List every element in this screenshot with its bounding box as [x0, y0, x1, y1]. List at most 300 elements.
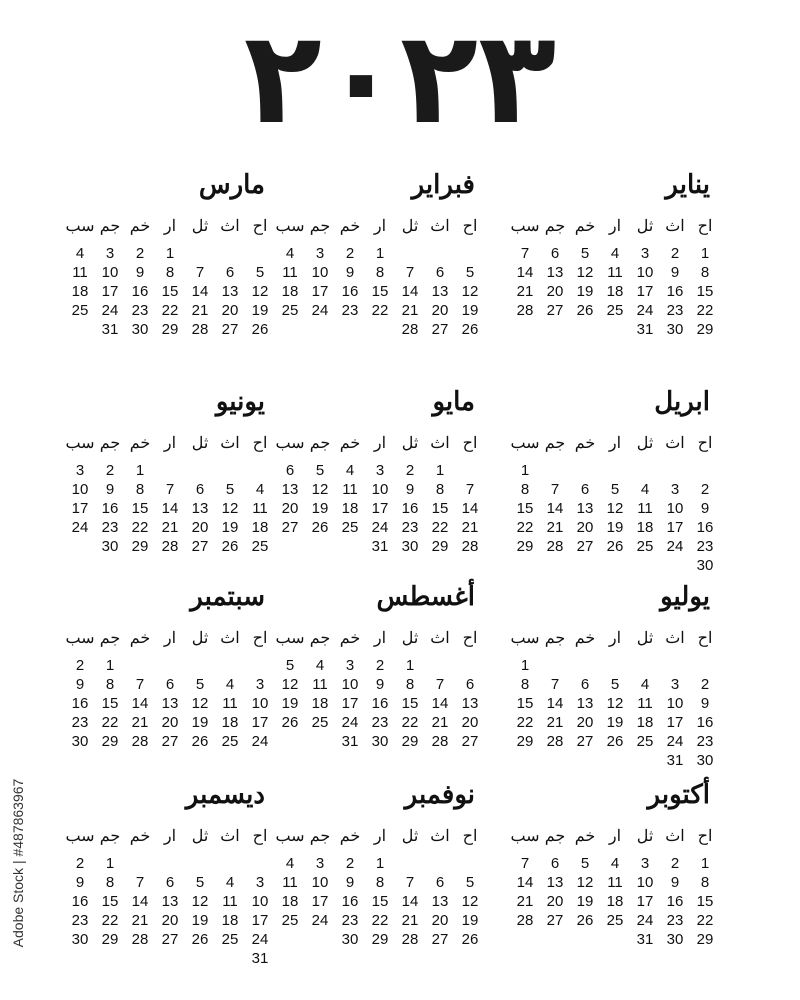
day-cell: 29: [696, 931, 714, 948]
day-cell: 6: [550, 245, 560, 262]
day-cell: 16: [71, 893, 89, 910]
day-cell: 28: [131, 931, 149, 948]
day-cell: 30: [101, 538, 119, 555]
day-cell: 5: [580, 855, 590, 872]
weekday-label: ار: [608, 435, 622, 452]
day-cell: 2: [75, 657, 85, 674]
day-cell: 4: [640, 481, 650, 498]
day-cell: 22: [516, 519, 534, 536]
day-cell: 25: [251, 538, 269, 555]
day-cell: 24: [101, 302, 119, 319]
day-cell: 31: [371, 538, 389, 555]
empty-cell: [245, 656, 275, 675]
month-name: مايو: [432, 387, 475, 417]
day-cell: 4: [640, 676, 650, 693]
day-cell: 15: [431, 500, 449, 517]
day-cell: 10: [666, 695, 684, 712]
weekday-label: ار: [373, 435, 387, 452]
day-cell: 24: [251, 733, 269, 750]
day-cell: 25: [606, 302, 624, 319]
empty-cell: [215, 854, 245, 873]
day-cell: 25: [221, 931, 239, 948]
day-cell: 12: [221, 500, 239, 517]
weekday-label: جم: [99, 435, 121, 452]
day-cell: 1: [165, 245, 175, 262]
day-cell: 27: [461, 733, 479, 750]
day-cell: 12: [576, 874, 594, 891]
weekday-label: خم: [339, 630, 361, 647]
day-cell: 27: [161, 733, 179, 750]
weekday-label: اح: [697, 435, 713, 452]
weekday-header-row: [65, 216, 275, 238]
day-cell: 16: [71, 695, 89, 712]
day-cell: 19: [311, 500, 329, 517]
day-cell: 30: [696, 557, 714, 574]
day-cell: 12: [281, 676, 299, 693]
day-cell: 20: [576, 519, 594, 536]
day-cell: 12: [606, 500, 624, 517]
weekday-label: اح: [697, 828, 713, 845]
day-cell: 2: [670, 855, 680, 872]
day-cell: 7: [520, 855, 530, 872]
day-cell: 19: [461, 302, 479, 319]
day-cell: 10: [341, 676, 359, 693]
day-cell: 19: [191, 714, 209, 731]
day-grid: [510, 244, 720, 339]
day-cell: 26: [311, 519, 329, 536]
day-grid: [275, 461, 485, 556]
day-cell: 14: [131, 893, 149, 910]
day-cell: 29: [101, 733, 119, 750]
empty-cell: [630, 656, 660, 675]
day-cell: 25: [311, 714, 329, 731]
day-cell: 11: [222, 893, 238, 910]
day-cell: 17: [371, 500, 389, 517]
weekday-label: ثل: [636, 630, 654, 647]
day-cell: 4: [75, 245, 85, 262]
day-cell: 5: [315, 462, 325, 479]
day-cell: 12: [191, 695, 209, 712]
day-cell: 18: [311, 695, 329, 712]
day-cell: 30: [666, 931, 684, 948]
day-cell: 21: [431, 714, 449, 731]
day-cell: 13: [546, 874, 564, 891]
weekday-label: ثل: [401, 435, 419, 452]
weekday-label: خم: [339, 435, 361, 452]
day-cell: 12: [191, 893, 209, 910]
day-cell: 4: [255, 481, 265, 498]
day-cell: 18: [281, 893, 299, 910]
day-cell: 6: [580, 481, 590, 498]
month-name: نوفمبر: [404, 780, 475, 810]
day-cell: 14: [516, 264, 534, 281]
day-cell: 23: [401, 519, 419, 536]
day-cell: 8: [700, 264, 710, 281]
day-grid: [275, 656, 485, 751]
day-cell: 9: [700, 695, 710, 712]
day-cell: 2: [405, 462, 415, 479]
day-cell: 18: [71, 283, 89, 300]
month-block: [65, 168, 275, 378]
day-cell: 8: [520, 481, 530, 498]
day-cell: 7: [135, 874, 145, 891]
day-cell: 2: [345, 245, 355, 262]
weekday-label: جم: [544, 218, 566, 235]
empty-cell: [215, 244, 245, 263]
day-cell: 26: [461, 321, 479, 338]
day-cell: 5: [580, 245, 590, 262]
day-cell: 26: [576, 302, 594, 319]
day-cell: 8: [375, 874, 385, 891]
day-cell: 29: [401, 733, 419, 750]
day-cell: 21: [461, 519, 479, 536]
weekday-label: ار: [373, 630, 387, 647]
day-cell: 29: [516, 733, 534, 750]
day-cell: 28: [516, 912, 534, 929]
weekday-label: اح: [697, 218, 713, 235]
day-cell: 18: [606, 893, 624, 910]
day-cell: 28: [131, 733, 149, 750]
day-cell: 17: [666, 714, 684, 731]
weekday-header-row: [275, 216, 485, 238]
day-cell: 10: [71, 481, 89, 498]
weekday-header-row: [510, 216, 720, 238]
day-cell: 3: [375, 462, 385, 479]
weekday-label: اح: [252, 630, 268, 647]
day-cell: 20: [431, 912, 449, 929]
empty-cell: [125, 656, 155, 675]
day-cell: 11: [607, 264, 623, 281]
day-cell: 21: [401, 302, 419, 319]
weekday-label: ار: [163, 435, 177, 452]
weekday-header-row: [510, 628, 720, 650]
day-cell: 1: [405, 657, 415, 674]
day-cell: 26: [461, 931, 479, 948]
stock-watermark: [6, 758, 30, 968]
day-cell: 13: [161, 893, 179, 910]
day-cell: 3: [105, 245, 115, 262]
day-cell: 27: [431, 321, 449, 338]
day-cell: 24: [666, 538, 684, 555]
day-grid: [275, 854, 485, 949]
day-cell: 16: [696, 714, 714, 731]
empty-cell: [690, 461, 720, 480]
weekday-label: اث: [220, 218, 240, 235]
day-cell: 24: [636, 912, 654, 929]
month-name: فبراير: [411, 170, 475, 200]
weekday-label: سب: [65, 218, 95, 235]
day-cell: 3: [670, 481, 680, 498]
weekday-label: جم: [544, 630, 566, 647]
month-name: يوليو: [660, 582, 710, 612]
day-cell: 15: [371, 893, 389, 910]
day-cell: 27: [161, 931, 179, 948]
day-grid: [65, 461, 275, 556]
day-cell: 21: [516, 283, 534, 300]
day-cell: 23: [71, 912, 89, 929]
day-cell: 11: [72, 264, 88, 281]
day-cell: 1: [435, 462, 445, 479]
day-cell: 27: [221, 321, 239, 338]
day-cell: 24: [71, 519, 89, 536]
day-cell: 20: [191, 519, 209, 536]
day-cell: 17: [341, 695, 359, 712]
weekday-label: ثل: [401, 828, 419, 845]
day-cell: 8: [435, 481, 445, 498]
day-cell: 22: [101, 714, 119, 731]
month-name: مارس: [198, 170, 265, 200]
weekday-label: ثل: [401, 630, 419, 647]
day-cell: 25: [71, 302, 89, 319]
weekday-label: جم: [99, 218, 121, 235]
day-cell: 9: [345, 264, 355, 281]
day-cell: 24: [666, 733, 684, 750]
day-cell: 9: [375, 676, 385, 693]
day-cell: 4: [285, 245, 295, 262]
day-cell: 23: [341, 302, 359, 319]
day-cell: 13: [221, 283, 239, 300]
day-cell: 14: [191, 283, 209, 300]
day-cell: 29: [101, 931, 119, 948]
weekday-label: خم: [574, 218, 596, 235]
day-cell: 27: [576, 733, 594, 750]
day-cell: 4: [225, 676, 235, 693]
month-block: [510, 168, 720, 378]
day-cell: 17: [71, 500, 89, 517]
day-cell: 30: [401, 538, 419, 555]
day-cell: 31: [341, 733, 359, 750]
day-cell: 25: [281, 912, 299, 929]
day-cell: 28: [516, 302, 534, 319]
day-cell: 9: [75, 874, 85, 891]
day-cell: 11: [607, 874, 623, 891]
day-cell: 22: [401, 714, 419, 731]
day-cell: 10: [251, 695, 269, 712]
weekday-label: ثل: [191, 630, 209, 647]
day-cell: 1: [700, 855, 710, 872]
day-cell: 2: [700, 676, 710, 693]
empty-cell: [455, 656, 485, 675]
day-cell: 1: [105, 657, 115, 674]
day-cell: 17: [251, 714, 269, 731]
day-cell: 10: [251, 893, 269, 910]
weekday-label: اح: [252, 218, 268, 235]
empty-cell: [185, 461, 215, 480]
day-cell: 12: [461, 893, 479, 910]
day-cell: 16: [131, 283, 149, 300]
day-cell: 12: [461, 283, 479, 300]
weekday-label: سب: [65, 630, 95, 647]
day-cell: 10: [101, 264, 119, 281]
day-cell: 20: [431, 302, 449, 319]
day-cell: 23: [696, 538, 714, 555]
day-cell: 11: [252, 500, 268, 517]
day-cell: 25: [221, 733, 239, 750]
day-cell: 3: [670, 676, 680, 693]
day-cell: 31: [666, 752, 684, 769]
day-cell: 16: [696, 519, 714, 536]
day-cell: 11: [282, 874, 298, 891]
weekday-label: ار: [163, 828, 177, 845]
day-cell: 28: [191, 321, 209, 338]
day-cell: 7: [405, 264, 415, 281]
day-cell: 14: [401, 893, 419, 910]
day-cell: 27: [431, 931, 449, 948]
day-cell: 17: [311, 893, 329, 910]
day-cell: 10: [636, 264, 654, 281]
weekday-label: اث: [665, 218, 685, 235]
day-cell: 16: [666, 283, 684, 300]
weekday-label: اث: [665, 630, 685, 647]
weekday-label: خم: [574, 630, 596, 647]
day-cell: 27: [576, 538, 594, 555]
weekday-label: اث: [665, 828, 685, 845]
weekday-label: جم: [544, 435, 566, 452]
day-cell: 4: [225, 874, 235, 891]
day-cell: 18: [636, 519, 654, 536]
empty-cell: [155, 656, 185, 675]
day-grid: [510, 854, 720, 949]
empty-cell: [600, 656, 630, 675]
day-cell: 6: [195, 481, 205, 498]
day-cell: 16: [666, 893, 684, 910]
day-cell: 7: [405, 874, 415, 891]
day-cell: 18: [636, 714, 654, 731]
day-cell: 1: [375, 855, 385, 872]
day-cell: 28: [431, 733, 449, 750]
month-name: يناير: [665, 170, 710, 200]
weekday-label: ار: [163, 630, 177, 647]
weekday-header-row: [510, 826, 720, 848]
day-cell: 20: [161, 714, 179, 731]
weekday-label: اث: [430, 435, 450, 452]
weekday-label: خم: [129, 435, 151, 452]
weekday-label: سب: [510, 218, 540, 235]
weekday-label: ثل: [191, 828, 209, 845]
day-cell: 23: [666, 302, 684, 319]
day-cell: 18: [606, 283, 624, 300]
empty-cell: [185, 244, 215, 263]
day-cell: 20: [281, 500, 299, 517]
watermark-text: Adobe Stock | #487863967: [10, 778, 26, 948]
day-cell: 10: [636, 874, 654, 891]
weekday-label: خم: [129, 828, 151, 845]
empty-cell: [660, 461, 690, 480]
day-cell: 19: [606, 714, 624, 731]
day-cell: 25: [636, 733, 654, 750]
weekday-label: جم: [309, 630, 331, 647]
day-cell: 1: [700, 245, 710, 262]
day-cell: 13: [281, 481, 299, 498]
day-cell: 2: [105, 462, 115, 479]
day-cell: 23: [341, 912, 359, 929]
day-cell: 2: [670, 245, 680, 262]
day-cell: 3: [75, 462, 85, 479]
day-cell: 15: [696, 283, 714, 300]
month-block: [510, 385, 720, 595]
empty-cell: [125, 854, 155, 873]
day-cell: 11: [637, 695, 653, 712]
day-cell: 6: [550, 855, 560, 872]
weekday-label: سب: [275, 630, 305, 647]
day-cell: 29: [431, 538, 449, 555]
day-cell: 29: [371, 931, 389, 948]
day-cell: 17: [636, 893, 654, 910]
day-cell: 21: [131, 912, 149, 929]
day-cell: 19: [281, 695, 299, 712]
day-cell: 28: [161, 538, 179, 555]
day-cell: 9: [405, 481, 415, 498]
day-cell: 19: [461, 912, 479, 929]
day-cell: 15: [131, 500, 149, 517]
day-cell: 15: [161, 283, 179, 300]
day-cell: 23: [131, 302, 149, 319]
day-cell: 26: [191, 733, 209, 750]
month-block: [510, 580, 720, 790]
day-cell: 9: [135, 264, 145, 281]
day-cell: 8: [135, 481, 145, 498]
day-grid: [65, 656, 275, 751]
weekday-header-row: [65, 826, 275, 848]
day-cell: 29: [516, 538, 534, 555]
day-cell: 6: [165, 676, 175, 693]
day-cell: 24: [311, 912, 329, 929]
day-cell: 5: [225, 481, 235, 498]
day-cell: 3: [640, 245, 650, 262]
weekday-header-row: [65, 628, 275, 650]
day-cell: 21: [401, 912, 419, 929]
day-cell: 20: [161, 912, 179, 929]
day-cell: 2: [700, 481, 710, 498]
day-cell: 7: [435, 676, 445, 693]
day-cell: 13: [461, 695, 479, 712]
weekday-label: خم: [129, 630, 151, 647]
day-cell: 18: [221, 714, 239, 731]
day-cell: 17: [101, 283, 119, 300]
day-cell: 6: [165, 874, 175, 891]
day-cell: 15: [101, 695, 119, 712]
day-cell: 3: [315, 855, 325, 872]
day-cell: 13: [431, 283, 449, 300]
weekday-label: خم: [574, 828, 596, 845]
day-cell: 16: [101, 500, 119, 517]
day-cell: 6: [435, 264, 445, 281]
day-cell: 1: [520, 657, 530, 674]
empty-cell: [245, 244, 275, 263]
day-cell: 15: [371, 283, 389, 300]
month-name: يونيو: [215, 387, 265, 417]
day-cell: 20: [546, 283, 564, 300]
day-cell: 23: [101, 519, 119, 536]
weekday-label: ثل: [191, 218, 209, 235]
empty-cell: [455, 461, 485, 480]
day-cell: 1: [520, 462, 530, 479]
day-cell: 23: [666, 912, 684, 929]
day-cell: 6: [225, 264, 235, 281]
day-cell: 3: [255, 874, 265, 891]
weekday-header-row: [65, 433, 275, 455]
weekday-label: ار: [373, 218, 387, 235]
month-block: [275, 580, 485, 790]
weekday-label: اث: [430, 828, 450, 845]
day-cell: 22: [101, 912, 119, 929]
month-name: ديسمبر: [185, 780, 265, 810]
day-cell: 27: [281, 519, 299, 536]
day-cell: 9: [75, 676, 85, 693]
day-cell: 9: [105, 481, 115, 498]
day-cell: 7: [195, 264, 205, 281]
day-cell: 29: [696, 321, 714, 338]
